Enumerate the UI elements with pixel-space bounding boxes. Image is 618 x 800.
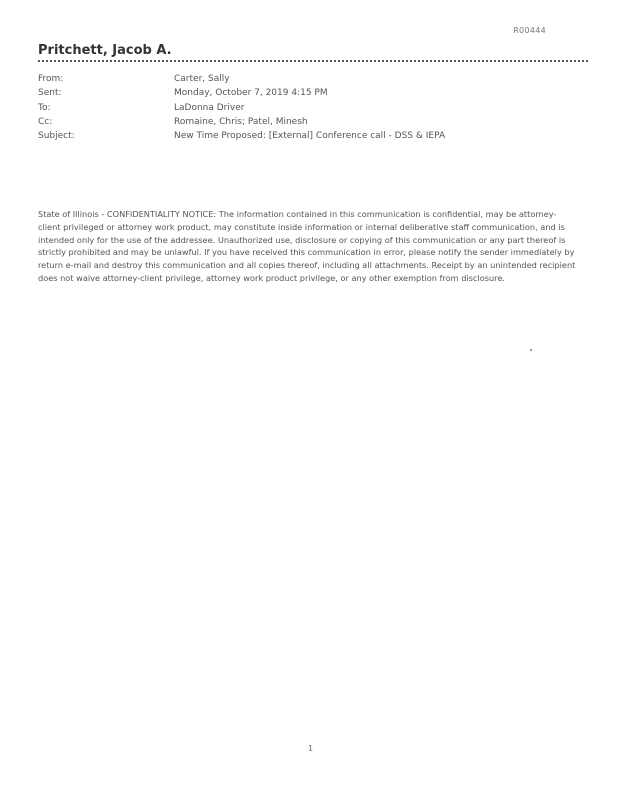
email-header-table (38, 72, 558, 143)
header-row-cc (38, 115, 558, 129)
cc-value: Romaine, Chris; Patel, Minesh (174, 116, 308, 127)
mailbox-owner-name: Pritchett, Jacob A. (38, 43, 172, 58)
header-row-sent (38, 86, 558, 100)
scan-speck (530, 349, 532, 351)
header-row-to (38, 101, 558, 115)
sent-value: Monday, October 7, 2019 4:15 PM (174, 88, 328, 99)
header-row-subject (38, 129, 558, 143)
sent-label: Sent: (38, 88, 62, 99)
header-divider (38, 60, 588, 62)
from-value: Carter, Sally (174, 74, 230, 84)
confidentiality-notice: State of Illinois - CONFIDENTIALITY NOTICE: The information contained in this communication is confidential, may be attorney-client privileged or attorney work product, may constitute inside information or internal deliberative staff communication, and is intended only for the use of the addressee. Unauthorized use, disclosure or copying of this communication or any part thereof is strictly prohibited and may be unlawful. If you have received this communication in error, please notify the sender immediately by return e-mail and destroy this communication and all copies thereof, including all attachments. Receipt by an unintended recipient does not waive attorney-client privilege, attorney work product privilege, or any other exemption from disclosure. (38, 209, 576, 283)
header-row-from (38, 72, 558, 86)
from-label: From: (38, 74, 64, 84)
to-label: To: (38, 102, 51, 113)
cc-label: Cc: (38, 116, 53, 127)
subject-value: New Time Proposed: [External] Conference call - DSS & IEPA (174, 131, 446, 142)
subject-label: Subject: (38, 131, 75, 142)
bates-number: R00444 (513, 26, 546, 35)
page-number: 1 (308, 744, 314, 753)
to-value: LaDonna Driver (174, 102, 245, 113)
